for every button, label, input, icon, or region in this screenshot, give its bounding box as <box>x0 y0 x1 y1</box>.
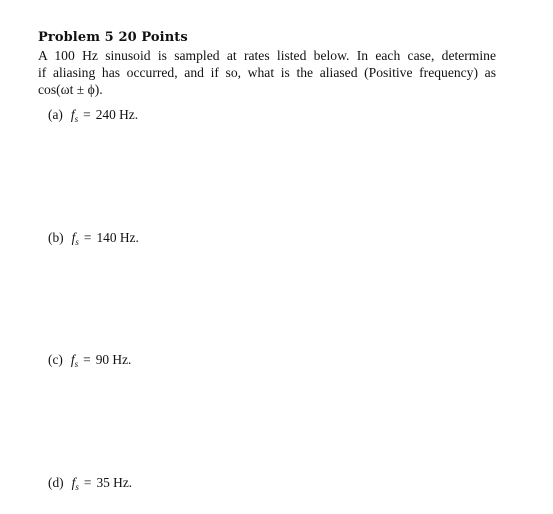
sampling-rate-symbol: f <box>70 352 75 367</box>
sampling-rate-subscript: s <box>74 114 79 124</box>
part-label: (b) <box>48 230 64 245</box>
sampling-rate-value: 140 Hz. <box>96 230 139 245</box>
statement-line: A 100 Hz sinusoid is sampled at rates listed below. In each case, determine <box>38 48 496 63</box>
sampling-rate-value: 240 Hz. <box>95 107 139 122</box>
part-d <box>48 475 132 492</box>
equals-sign: = <box>83 475 92 490</box>
problem-title: Problem 5 20 Points <box>38 30 188 45</box>
part-label: (d) <box>48 475 64 490</box>
part-label: (a) <box>48 107 63 122</box>
sampling-rate-subscript: s <box>75 237 79 247</box>
sampling-rate-symbol: f <box>71 230 76 245</box>
part-a <box>48 107 138 124</box>
sampling-rate-symbol: f <box>71 475 76 490</box>
sampling-rate-value: 90 Hz. <box>95 352 132 367</box>
statement-line: if aliasing has occurred, and if so, what is the aliased (Positive frequency) as <box>38 65 496 80</box>
sampling-rate-symbol: f <box>70 107 75 122</box>
part-label: (c) <box>48 352 63 367</box>
equals-sign: = <box>83 107 91 122</box>
equals-sign: = <box>83 352 91 367</box>
sampling-rate-subscript: s <box>74 359 79 369</box>
statement-line: cos(ωt ± ϕ). <box>38 82 103 97</box>
sampling-rate-subscript: s <box>75 482 79 492</box>
equals-sign: = <box>83 230 92 245</box>
problem-statement <box>38 47 496 98</box>
part-c <box>48 352 131 369</box>
part-b <box>48 230 139 247</box>
sampling-rate-value: 35 Hz. <box>96 475 133 490</box>
